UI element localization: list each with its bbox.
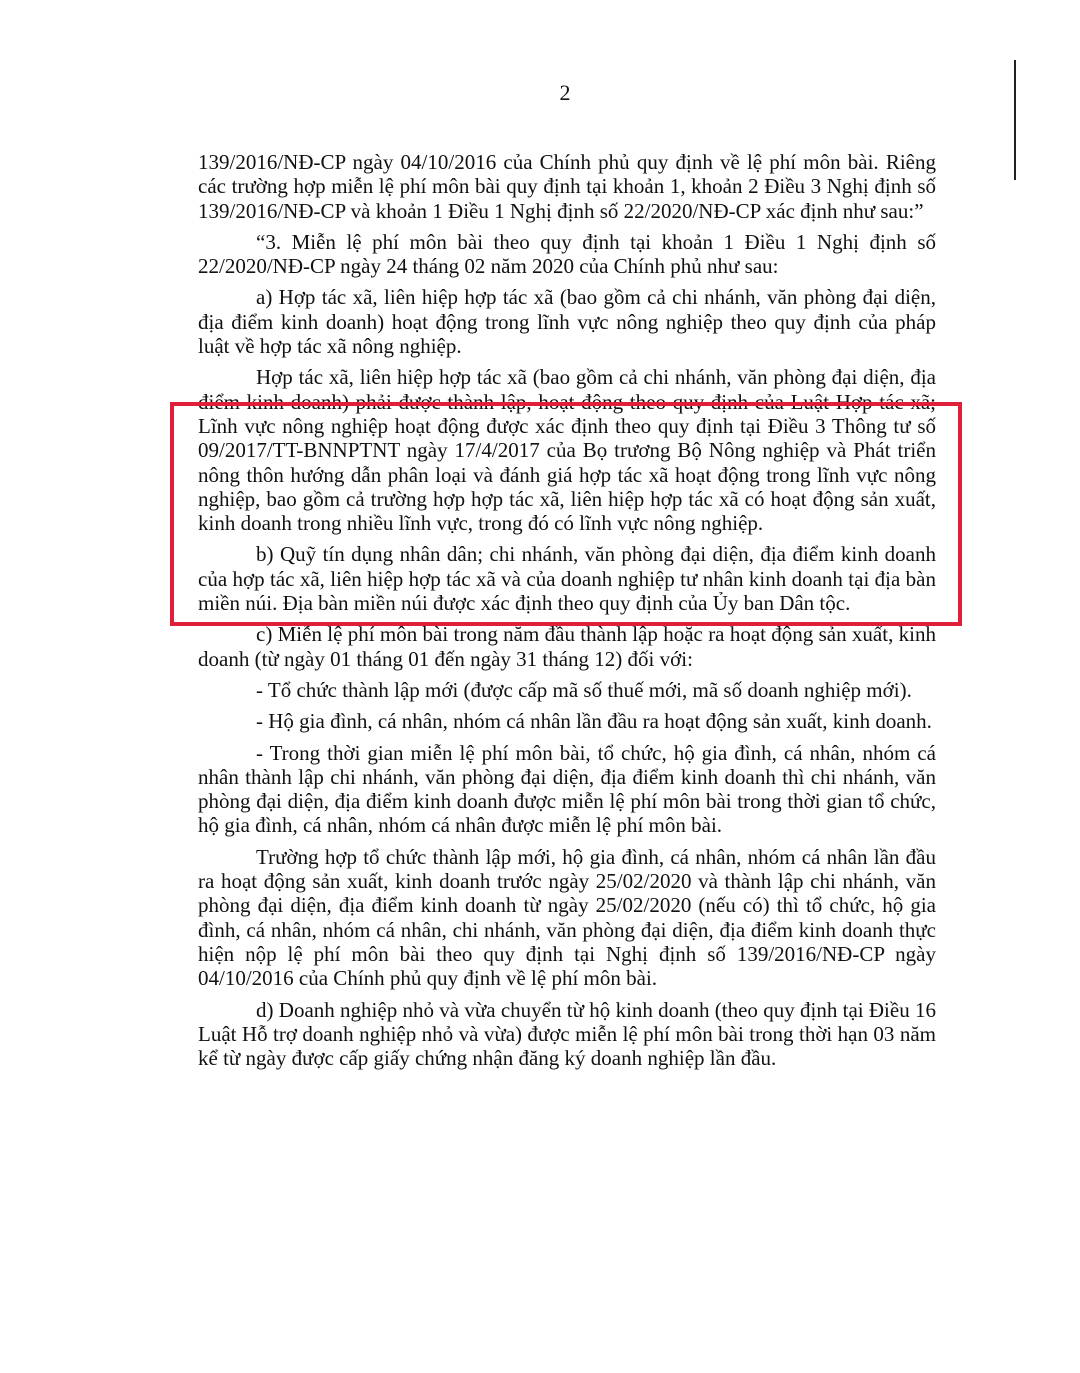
paragraph-item-b: b) Quỹ tín dụng nhân dân; chi nhánh, văn phòng đại diện, địa điểm kinh doanh của hợp tác xã, liên hiệp hợp tác xã và của doanh nghiệp tư nhân kinh doanh tại địa bàn miền núi. Địa bàn miền núi được xác định theo quy định của Ủy ban Dân tộc. bbox=[198, 542, 936, 616]
paragraph-item-c: c) Miễn lệ phí môn bài trong năm đầu thành lập hoặc ra hoạt động sản xuất, kinh doanh (từ ngày 01 tháng 01 đến ngày 31 tháng 12) đối với: bbox=[198, 622, 936, 671]
paragraph-bullet-3: - Trong thời gian miễn lệ phí môn bài, tổ chức, hộ gia đình, cá nhân, nhóm cá nhân thành lập chi nhánh, văn phòng đại diện, địa điểm kinh doanh thì chi nhánh, văn phòng đại diện, địa điểm kinh doanh được miễn lệ phí môn bài trong thời gian tổ chức, hộ gia đình, cá nhân, nhóm cá nhân được miễn lệ phí môn bài. bbox=[198, 740, 936, 838]
page-edge-line bbox=[1014, 60, 1016, 180]
paragraph-case: Trường hợp tổ chức thành lập mới, hộ gia đình, cá nhân, nhóm cá nhân lần đầu ra hoạt động sản xuất, kinh doanh trước ngày 25/02/2020 và thành lập chi nhánh, văn phòng đại diện, địa điểm kinh doanh từ ngày 25/02/2020 (nếu có) thì tổ chức, hộ gia đình, cá nhân, nhóm cá nhân, chi nhánh, văn phòng đại diện, địa điểm kinh doanh thực hiện nộp lệ phí môn bài theo quy định tại Nghị định số 139/2016/NĐ-CP ngày 04/10/2016 của Chính phủ quy định về lệ phí môn bài. bbox=[198, 844, 936, 991]
page-number: 2 bbox=[559, 80, 571, 105]
paragraph-highlighted: Hợp tác xã, liên hiệp hợp tác xã (bao gồm cả chi nhánh, văn phòng đại diện, địa điểm kinh doanh) phải được thành lập, hoạt động theo quy định của Luật Hợp tác xã; Lĩnh vực nông nghiệp hoạt động được xác định theo quy định tại Điều 3 Thông tư số 09/2017/TT-BNNPTNT ngày 17/4/2017 của Bọ trương Bộ Nông nghiệp và Phát triển nông thôn hướng dẫn phân loại và đánh giá hợp tác xã hoạt động trong lĩnh vực nông nghiệp, bao gồm cả trường hợp hợp tác xã, liên hiệp hợp tác xã có hoạt động sản xuất, kinh doanh trong nhiều lĩnh vực, trong đó có lĩnh vực nông nghiệp. bbox=[198, 365, 936, 536]
document-body bbox=[198, 150, 936, 1077]
paragraph-item-3: “3. Miễn lệ phí môn bài theo quy định tại khoản 1 Điều 1 Nghị định số 22/2020/NĐ-CP ngày 24 tháng 02 năm 2020 của Chính phủ như sau: bbox=[198, 229, 936, 279]
paragraph-item-d: d) Doanh nghiệp nhỏ và vừa chuyển từ hộ kinh doanh (theo quy định tại Điều 16 Luật Hỗ trợ doanh nghiệp nhỏ và vừa) được miễn lệ phí môn bài trong thời hạn 03 năm kể từ ngày được cấp giấy chứng nhận đăng ký doanh nghiệp lần đầu. bbox=[198, 997, 936, 1071]
paragraph-item-a: a) Hợp tác xã, liên hiệp hợp tác xã (bao gồm cả chi nhánh, văn phòng đại diện, địa điểm kinh doanh) hoạt động trong lĩnh vực nông nghiệp theo quy định của pháp luật về hợp tác xã nông nghiệp. bbox=[198, 285, 936, 359]
paragraph-intro: 139/2016/NĐ-CP ngày 04/10/2016 của Chính phủ quy định về lệ phí môn bài. Riêng các trường hợp miễn lệ phí môn bài quy định tại khoản 1, khoản 2 Điều 3 Nghị định số 139/2016/NĐ-CP và khoản 1 Điều 1 Nghị định số 22/2020/NĐ-CP xác định như sau:” bbox=[198, 150, 936, 223]
paragraph-bullet-1: - Tổ chức thành lập mới (được cấp mã số thuế mới, mã số doanh nghiệp mới). bbox=[256, 677, 912, 702]
paragraph-bullet-2: - Hộ gia đình, cá nhân, nhóm cá nhân lần đầu ra hoạt động sản xuất, kinh doanh. bbox=[256, 709, 932, 734]
